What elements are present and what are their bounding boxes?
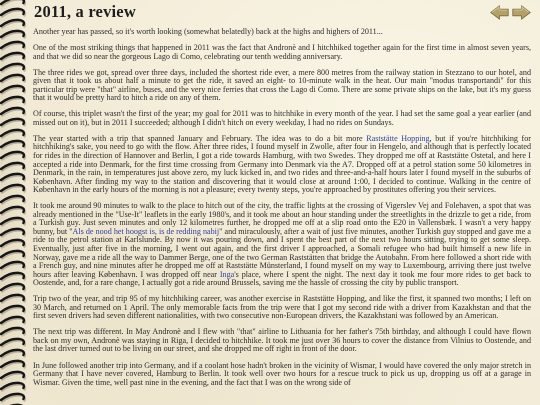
next-post-button[interactable] <box>512 5 531 20</box>
spiral-binding <box>0 0 30 405</box>
arrow-left-icon <box>490 5 509 20</box>
post-paragraph: The three rides we got, spread over three days, included the shortest ride ever, a mere 800 metres from the railway station in Stezzano to our hotel, and given that it took us about half a minute to get the ride, it saved an eight- to 10-minute walk in the heat. Our main "modus transportandi" for this particular trip were "that" airline, buses, and the very nice ferries that cross the Lago di Como. There are some private ships on the lake, but it's my guess that it would be pretty hard to hitch a ride on any of them. <box>33 67 531 103</box>
link-inga[interactable]: Inga <box>219 269 235 279</box>
post-paragraph <box>33 202 531 287</box>
post-paragraph: The next trip was different. In May Andronè and I flew with "that" airline to Lithuania for her father's 75th birthday, and although I could have flown back on my own, Andronè was staying in Riga, I decided to hitchhike. It took me just over 36 hours to cover the distance from Vilnius to Oostende, and the last driver turned out to be living on our street, and she dropped me off right in front of the door. <box>33 327 531 354</box>
post-paragraph: One of the most striking things that happened in 2011 was the fact that Andronè and I hitchhiked together again for the first time in almost seven years, and that we did so near the gorgeous Lago di Como, celebrating our tenth wedding anniversary. <box>33 43 531 61</box>
paragraph-text: The year started with a trip that spanned January and February. The idea was to do a bit more <box>33 133 367 143</box>
arrow-right-shape <box>513 6 530 19</box>
previous-post-button[interactable] <box>490 5 509 20</box>
link-dutch-proverb[interactable]: Als de nood het hoogst is, is de redding nabij <box>72 226 220 236</box>
paragraph-text: , but if you're hitchhiking for hitchhiking's sake, you need to go with the flow. After three rides, I found myself in Zwolle, after four in Hengelo, and although that is perfectly located for rides in the direction of Hannover and Berlin, I got a ride towards Hamburg, with two Swedes. They dropped me off at Raststätte Ostetal, and here I accepted a ride into Denmark, for the first time crossing from Germany into Denmark via the A7. Dropped off at a petrol station some 50 kilometres in Denmark, in the rain, in temperatures just above zero, my luck kicked in, and two rides and three-and-a-half hours later I found myself in the suburbs of København. After finding my way to the station and discovering that it would close at around 1:00, I decided to continue. Walking in the centre of København in the early hours of the morning is not a pleasure; every twenty steps, you're approached by prostitutes offering you their services. <box>33 133 531 195</box>
paragraph-text: " and miraculously, after a wait of just five minutes, another Turkish guy stopped and gave me a ride to the petrol station at Karlslunde. By now it was pouring down, and I spent the best part of the next two hours sitting, trying to get some sleep. Eventually, just after five in the morning, I went out again, and the first driver I approached, a Somali refugee who had built himself a new life in Norway, gave me a ride all the way to Dammer Berge, one of the two German Raststätten that bridge the Autobahn. From here followed a short ride with a French guy, and nine minutes after he dropped me off at Raststätte Münsterland, I found myself on my way to Luxembourg, arriving there just twelve hours after leaving København. I was dropped off near <box>33 226 531 279</box>
post-title: 2011, a review <box>34 2 136 21</box>
link-raststatte-hopping[interactable]: Raststätte Hopping <box>366 133 430 143</box>
arrow-right-icon <box>512 5 531 20</box>
post-paragraph: Trip two of the year, and trip 95 of my hitchhiking career, was another exercise in Raststätte Hopping, and like the first, it spanned two months; I left on 30 March, and returned on 1 April. The only memorable facts from the trip were that I got my second ride with a driver from Kazakhstan and that the first seven drivers had seven different nationalities, with two consecutive non-European drivers, the Kazakhstani was followed by an American. <box>33 294 531 321</box>
post-paragraph: Of course, this triplet wasn't the first of the year; my goal for 2011 was to hitchhike in every month of the year. I had set the same goal a year earlier (and missed out on it), but in 2011 I succeeded; although I didn't hitch on every weekday, I had no rides on Sundays. <box>33 109 531 127</box>
arrow-left-shape <box>491 6 508 19</box>
paragraph-text: It took me around 90 minutes to walk to the place to hitch out of the city, the traffic lights at the crossing of Vigerslev Vej and Folehaven, a spot that was already mentioned in the "Use-It" leaflets in the early 1980's, and it took me about an hour standing under the streetlights in the drizzle to get a ride, from a Turkish guy. Just seven minutes and only 12 kilometres further, he dropped me off at a slip road onto the E20 in Vallensbæk. I wasn't a very happy bunny, but " <box>33 201 531 236</box>
post-body <box>33 28 531 395</box>
post-navigation <box>490 5 531 20</box>
post-paragraph: In June followed another trip into Germany, and if a coolant hose hadn't broken in the vicinity of Wismar, I would have covered the only major stretch in Germany that I have never covered, Hamburg to Berlin. It took well over two hours for a rescue truck to pick us up, dropping us off at a garage in Wismar. Given the time, well past nine in the evening, and the fact that I was on the wrong side of <box>33 360 531 387</box>
paragraph-text: 's place, where I spent the night. The next day it took me four more rides to get back to Oostende, and, for a rare change, I actually got a ride around Brussels, saving me the hassle of crossing the city by public transport. <box>33 269 531 288</box>
post-paragraph: Another year has passed, so it's worth looking (somewhat belatedly) back at the highs and highers of 2011... <box>33 27 383 36</box>
post-paragraph <box>33 135 531 195</box>
